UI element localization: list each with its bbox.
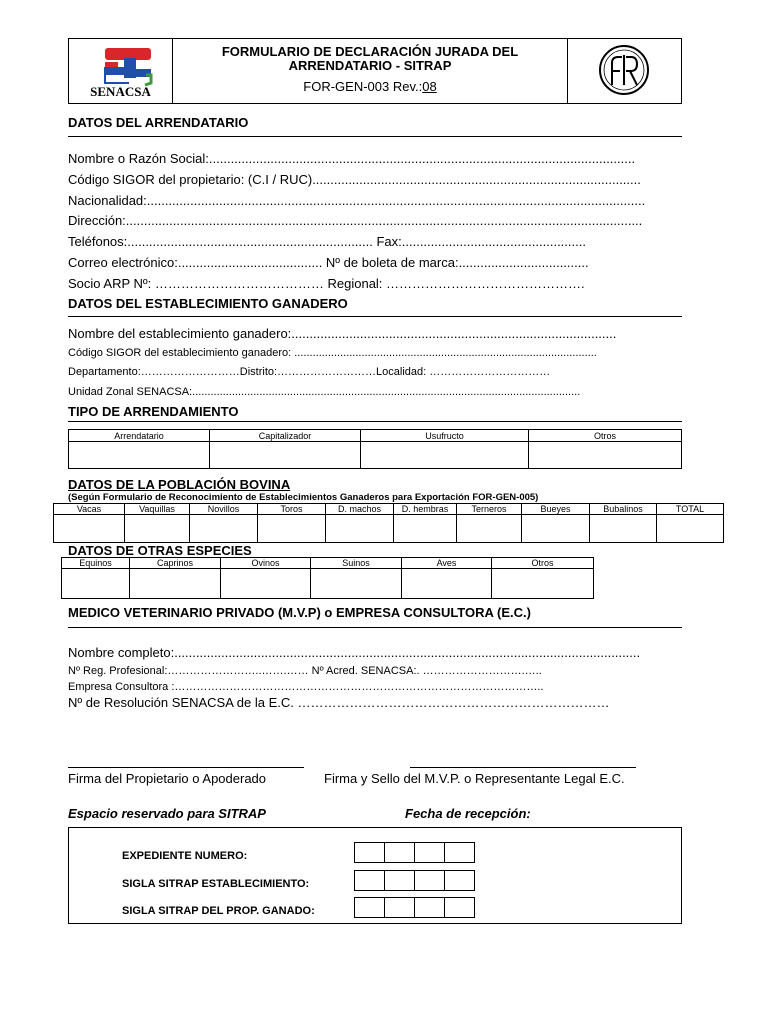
reserved-space-title: Espacio reservado para SITRAP xyxy=(68,806,266,821)
input-caprinos[interactable] xyxy=(130,569,221,599)
field-codigo-sigor-propietario[interactable]: Código SIGOR del propietario: (C.I / RUC)........................................................................................... xyxy=(68,172,641,187)
field-nombre-completo[interactable]: Nombre completo:................................................................................................................................. xyxy=(68,645,641,660)
input-vacas[interactable] xyxy=(54,515,125,543)
section-title-otras-especies: DATOS DE OTRAS ESPECIES xyxy=(68,543,252,558)
col-vaquillas: Vaquillas xyxy=(125,504,190,515)
reception-date-label: Fecha de recepción: xyxy=(405,806,531,821)
sigla-propietario-label: SIGLA SITRAP DEL PROP. GANADO: xyxy=(122,905,315,917)
field-unidad-zonal[interactable]: Unidad Zonal SENACSA:............................................................................................................................... xyxy=(68,386,581,398)
col-caprinos: Caprinos xyxy=(130,558,221,569)
sigla-establecimiento-cells[interactable] xyxy=(354,870,474,896)
input-aves[interactable] xyxy=(402,569,492,599)
code-cell[interactable] xyxy=(354,897,385,918)
sigla-propietario-cells[interactable] xyxy=(354,897,474,923)
col-capitalizador: Capitalizador xyxy=(210,430,361,442)
sigla-establecimiento-label: SIGLA SITRAP ESTABLECIMIENTO: xyxy=(122,878,310,890)
input-otros-especies[interactable] xyxy=(492,569,594,599)
signature-line-vet[interactable] xyxy=(410,767,636,768)
input-bubalinos[interactable] xyxy=(590,515,657,543)
input-d-machos[interactable] xyxy=(326,515,394,543)
field-nombre-razon-social[interactable]: Nombre o Razón Social:...................................................................................................................... xyxy=(68,151,636,166)
field-nombre-establecimiento[interactable]: Nombre del establecimiento ganadero:.......................................................................................... xyxy=(68,326,617,341)
col-d-hembras: D. hembras xyxy=(394,504,457,515)
code-cell[interactable] xyxy=(414,842,445,863)
code-cell[interactable] xyxy=(384,897,415,918)
signature-line-owner[interactable] xyxy=(68,767,304,768)
code-cell[interactable] xyxy=(384,842,415,863)
col-arrendatario: Arrendatario xyxy=(69,430,210,442)
tipo-arrendamiento-table xyxy=(68,429,682,469)
poblacion-bovina-note: (Según Formulario de Reconocimiento de Establecimientos Ganaderos para Exportación FOR-GEN-005) xyxy=(68,492,539,503)
section-title-tipo-arrendamiento: TIPO DE ARRENDAMIENTO xyxy=(68,404,239,419)
code-cell[interactable] xyxy=(414,897,445,918)
form-header xyxy=(68,38,682,104)
input-toros[interactable] xyxy=(258,515,326,543)
senacsa-logo xyxy=(69,39,173,103)
field-direccion[interactable]: Dirección:............................................................................................................................................... xyxy=(68,213,643,228)
col-vacas: Vacas xyxy=(54,504,125,515)
col-suinos: Suinos xyxy=(311,558,402,569)
section-divider xyxy=(68,316,682,317)
col-terneros: Terneros xyxy=(457,504,522,515)
col-novillos: Novillos xyxy=(190,504,258,515)
input-vaquillas[interactable] xyxy=(125,515,190,543)
section-title-veterinario: MEDICO VETERINARIO PRIVADO (M.V.P) o EMPRESA CONSULTORA (E.C.) xyxy=(68,605,531,620)
sitrap-reserved-box xyxy=(68,827,682,924)
input-bueyes[interactable] xyxy=(522,515,590,543)
section-divider xyxy=(68,627,682,628)
code-cell[interactable] xyxy=(444,842,475,863)
org-name: SENACSA xyxy=(90,84,151,99)
code-cell[interactable] xyxy=(444,897,475,918)
input-equinos[interactable] xyxy=(62,569,130,599)
col-toros: Toros xyxy=(258,504,326,515)
col-bueyes: Bueyes xyxy=(522,504,590,515)
form-title-line1: FORMULARIO DE DECLARACIÓN JURADA DEL xyxy=(221,44,519,59)
code-cell[interactable] xyxy=(354,870,385,891)
input-capitalizador[interactable] xyxy=(210,442,361,469)
code-cell[interactable] xyxy=(354,842,385,863)
section-title-arrendatario: DATOS DEL ARRENDATARIO xyxy=(68,115,249,130)
field-nacionalidad[interactable]: Nacionalidad:.......................................................................................................................................... xyxy=(68,193,646,208)
input-total[interactable] xyxy=(657,515,724,543)
col-aves: Aves xyxy=(402,558,492,569)
input-ovinos[interactable] xyxy=(221,569,311,599)
form-title xyxy=(173,45,567,73)
field-socio-arp-regional[interactable]: Socio ARP Nº: ………………………………… Regional: ………………………………………. xyxy=(68,276,585,291)
expediente-label: EXPEDIENTE NUMERO: xyxy=(122,850,248,862)
input-novillos[interactable] xyxy=(190,515,258,543)
signature-label-owner: Firma del Propietario o Apoderado xyxy=(68,771,267,786)
field-codigo-sigor-establecimiento[interactable]: Código SIGOR del establecimiento ganadero: ................................................................................................... xyxy=(68,347,597,359)
col-total: TOTAL xyxy=(657,504,724,515)
section-divider xyxy=(68,136,682,137)
section-title-establecimiento: DATOS DEL ESTABLECIMIENTO GANADERO xyxy=(68,296,348,311)
section-title-poblacion-bovina: DATOS DE LA POBLACIÓN BOVINA xyxy=(68,477,291,492)
input-suinos[interactable] xyxy=(311,569,402,599)
section-divider xyxy=(68,421,682,422)
code-cell[interactable] xyxy=(384,870,415,891)
input-d-hembras[interactable] xyxy=(394,515,457,543)
col-ovinos: Ovinos xyxy=(221,558,311,569)
col-equinos: Equinos xyxy=(62,558,130,569)
field-empresa-consultora[interactable]: Empresa Consultora :……………………………………………………………………………………….. xyxy=(68,681,544,693)
form-code-prefix: FOR-GEN-003 Rev.: xyxy=(303,79,423,94)
col-otros: Otros xyxy=(529,430,682,442)
poblacion-bovina-table xyxy=(53,503,724,543)
code-cell[interactable] xyxy=(414,870,445,891)
form-title-line2: ARRENDATARIO - SITRAP xyxy=(288,58,452,73)
input-terneros[interactable] xyxy=(457,515,522,543)
field-resolucion-senacsa[interactable]: Nº de Resolución SENACSA de la E.C. ……………………………………………………………… xyxy=(68,695,610,710)
col-usufructo: Usufructo xyxy=(361,430,529,442)
col-otros-especies: Otros xyxy=(492,558,594,569)
field-telefonos-fax[interactable]: Teléfonos:.................................................................... Fax:................................................... xyxy=(68,234,586,249)
arp-seal-logo xyxy=(567,39,681,103)
code-cell[interactable] xyxy=(444,870,475,891)
field-reg-profesional-acred[interactable]: Nº Reg. Profesional:……………………..…….…… Nº Acred. SENACSA:. ……………………….….. xyxy=(68,665,542,677)
form-revision: 08 xyxy=(422,79,437,94)
input-arrendatario[interactable] xyxy=(69,442,210,469)
expediente-cells[interactable] xyxy=(354,842,474,868)
field-correo-boleta[interactable]: Correo electrónico:........................................ Nº de boleta de marca:.................................... xyxy=(68,255,589,270)
field-departamento-distrito-localidad[interactable]: Departamento:………………………Distrito:………………………Localidad: …………………………… xyxy=(68,366,551,378)
form-code xyxy=(173,79,567,94)
col-d-machos: D. machos xyxy=(326,504,394,515)
col-bubalinos: Bubalinos xyxy=(590,504,657,515)
input-usufructo[interactable] xyxy=(361,442,529,469)
input-otros[interactable] xyxy=(529,442,682,469)
otras-especies-table xyxy=(61,557,594,599)
signature-label-vet: Firma y Sello del M.V.P. o Representante Legal E.C. xyxy=(324,771,625,786)
